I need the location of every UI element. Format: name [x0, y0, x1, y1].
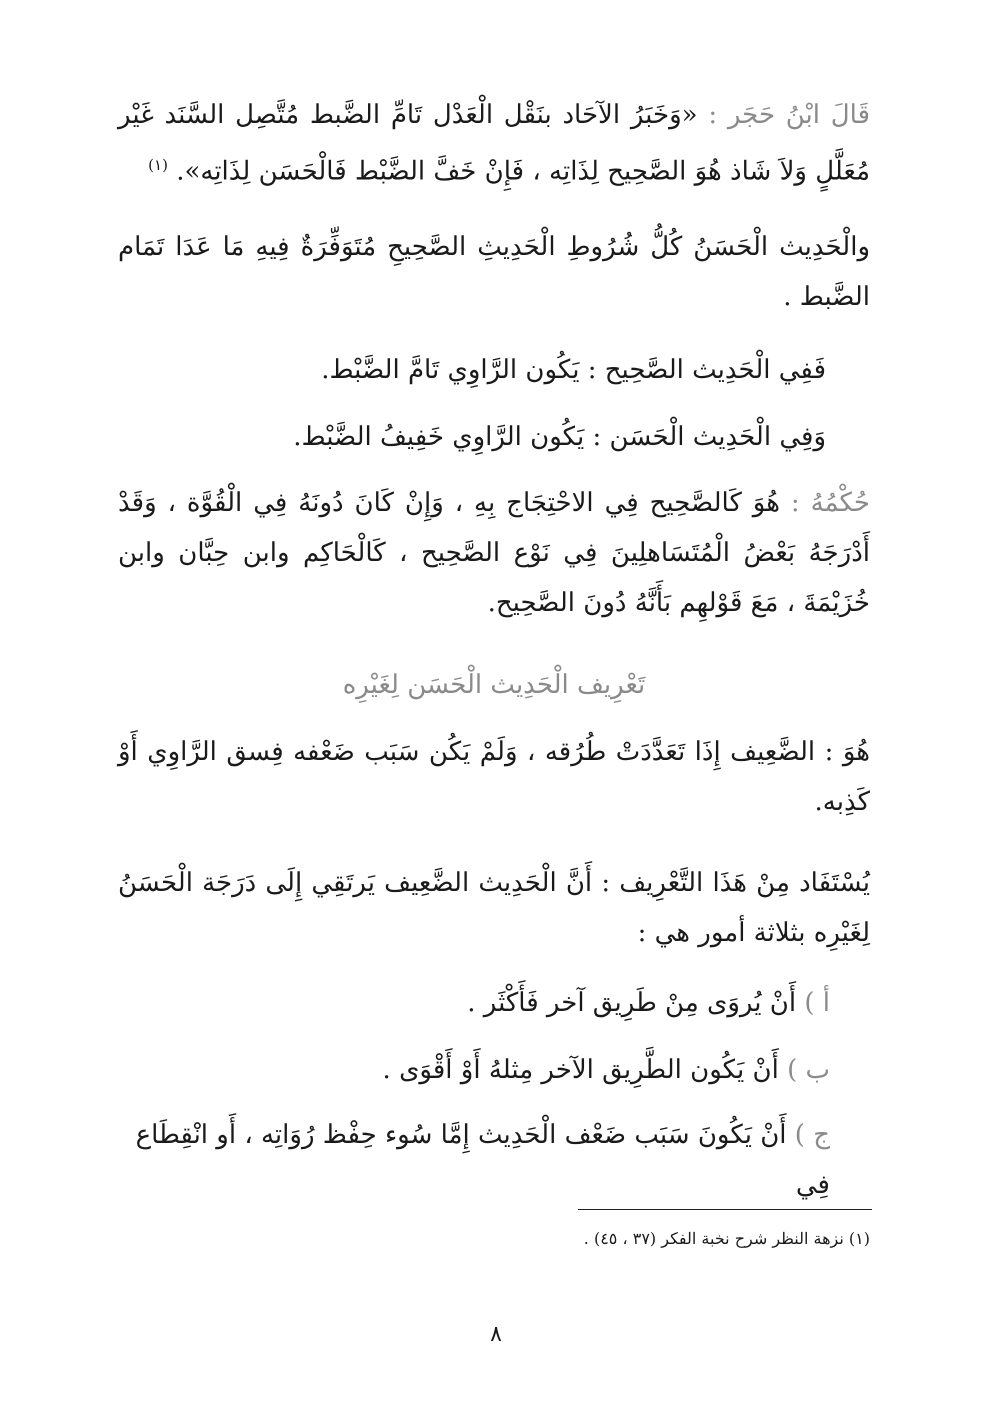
condition-text: أَنْ يَكُون الطَّرِيق الآخر مِثلهُ أَوْ أَقْوَى .	[382, 1055, 779, 1085]
quote-text: «وَخَبَرُ الآحَاد بنَقْل الْعَدْل تَامِّ الضَّبط مُتَّصِل السَّنَد غَيْر مُعَلَّلٍ وَلاَ شَاذ هُوَ الصَّحِيح لِذَاتِه ، فَإِنْ خَفَّ الضَّبْط فَالْحَسَن لِذَاتِه».	[118, 100, 870, 187]
footnote-divider	[578, 1209, 872, 1210]
footnote: (١) نزهة النظر شرح نخبة الفكر (٣٧ ، ٤٥) .	[583, 1229, 870, 1248]
ibn-hajar-quote-paragraph	[118, 90, 870, 197]
condition-marker: أ )	[804, 988, 830, 1018]
ruling-text: هُوَ كَالصَّحِيح فِي الاحْتِجَاج بِهِ ، وَإِنْ كَانَ دُونَهُ فِي الْقُوَّة ، وَقَدْ أَدْرَجَهُ بَعْضُ الْمُتَسَاهلِينَ فِي نَوْع الصَّحِيح ، كَالْحَاكِم وابن حِبَّان وابن خُزَيْمَةَ ، مَعَ قَوْلهِم بَأَنَّهُ دُونَ الصَّحِيح.	[118, 488, 870, 618]
condition-item	[118, 978, 830, 1028]
condition-marker: ج )	[794, 1120, 830, 1150]
ruling-paragraph	[118, 478, 870, 628]
footnote-reference: (١)	[148, 156, 168, 174]
conclusion-paragraph: يُسْتَفَاد مِنْ هَذَا التَّعْرِيف : أَنَّ الْحَدِيث الضَّعِيف يَرتَقِي إِلَى دَرَجَة الْحَسَنُ لِغَيْرِه بثلاثة أمور هي :	[118, 868, 870, 948]
condition-text: أَنْ يَكُونَ سَبَب ضَعْف الْحَدِيث إِمَّا سُوء حِفْظ رُوَاتِه ، أَو انْقِطَاع فِي	[135, 1120, 830, 1200]
condition-item	[118, 1045, 830, 1095]
definition-paragraph: هُوَ : الضَّعِيف إِذَا تَعَدَّدَتْ طُرُقه ، وَلَمْ يَكُن سَبَب ضَعْفه فِسق الرَّاوِي أَوْ كَذِبه.	[118, 737, 870, 817]
quote-speaker: قَالَ ابْنُ حَجَر :	[708, 100, 870, 130]
page-number: ٨	[490, 1322, 502, 1347]
hasan-definition-paragraph: والْحَدِيث الْحَسَنُ كُلُّ شُرُوطِ الْحَدِيثِ الصَّحِيحِ مُتَوَفِّرَةٌ فِيهِ مَا عَدَا تَمَام الضَّبط .	[118, 232, 870, 312]
ruling-label: حُكْمُهُ :	[790, 488, 870, 518]
section-heading: تَعْرِيف الْحَدِيث الْحَسَن لِغَيْرِه	[342, 670, 646, 700]
condition-text: أَنْ يُروَى مِنْ طَرِيق آخر فَأَكْثَر .	[467, 988, 797, 1018]
condition-item	[118, 1110, 830, 1210]
condition-marker: ب )	[787, 1055, 830, 1085]
hasan-note-line: وَفِي الْحَدِيث الْحَسَن : يَكُون الرَّاوِي خَفِيفُ الضَّبْط.	[293, 422, 826, 452]
sahih-note-line: فَفِي الْحَدِيث الصَّحِيح : يَكُون الرَّاوِي تَامَّ الضَّبْط.	[321, 355, 826, 385]
